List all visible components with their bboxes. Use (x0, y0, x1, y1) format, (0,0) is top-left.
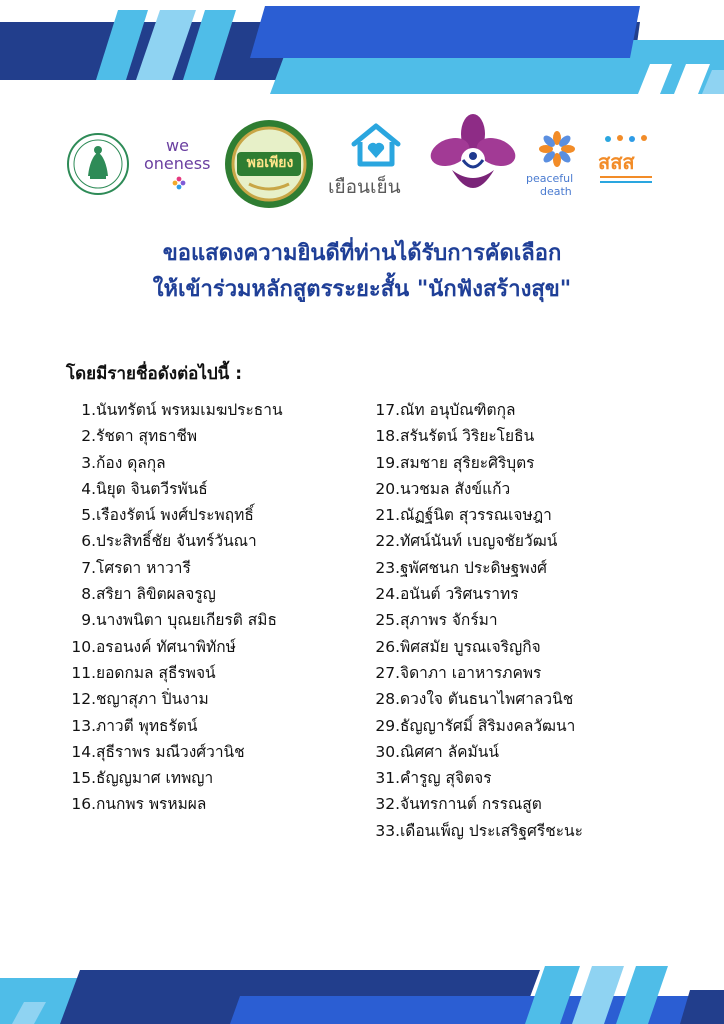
bangkok-seal-logo (66, 132, 130, 196)
list-item-number: 7. (81, 558, 96, 577)
headline (0, 236, 724, 308)
list-item-number: 21. (375, 506, 400, 525)
list-item-number: 3. (81, 453, 96, 472)
list-item-name: เดือนเพ็ญ ประเสริฐศรีชะนะ (400, 821, 583, 840)
list-item-number: 24. (375, 585, 400, 604)
logo-strip (60, 112, 660, 212)
list-item-name: จิดาภา เอาหารภคพร (400, 663, 542, 682)
list-item-number: 5. (81, 506, 96, 525)
list-item (354, 502, 583, 528)
list-item-name: อรอนงค์ ทัศนาพิทักษ์ (96, 637, 236, 656)
we-oneness-logo (144, 136, 220, 196)
list-item (66, 660, 283, 686)
list-item (66, 581, 283, 607)
list-item-number: 17. (375, 401, 400, 419)
yuean-yen-text: เยือนเย็น (328, 176, 401, 198)
peaceful-death-text-bottom: death (540, 185, 572, 198)
peaceful-death-flower-icon (538, 130, 576, 168)
list-item (354, 607, 583, 633)
list-item (354, 660, 583, 686)
peaceful-death-logo (526, 130, 586, 206)
list-item-name: ธัญญมาศ เทพญา (96, 769, 214, 788)
list-item-name: กนกพร พรหมผล (96, 795, 207, 814)
list-item-name: จันทรกานต์ กรรณสูต (400, 795, 542, 814)
list-item (66, 765, 283, 791)
yuean-yen-logo (328, 122, 424, 202)
list-item-number: 13. (71, 716, 96, 735)
list-item-number: 32. (375, 795, 400, 814)
names-column-left (66, 397, 283, 818)
list-item (66, 555, 283, 581)
list-item (66, 791, 283, 817)
list-item-name: สมชาย สุริยะศิริบุตร (400, 453, 535, 472)
list-item-number: 10. (71, 637, 96, 656)
bottom-right-band (680, 990, 724, 1024)
list-item-name: นางพนิตา บุณยเกียรติ สมิธ (96, 611, 277, 630)
list-item-number: 22. (375, 532, 400, 551)
list-item-number: 28. (375, 690, 400, 709)
list-item-number: 9. (81, 611, 96, 630)
list-item-name: นันทรัตน์ พรหมเมฆประธาน (96, 401, 283, 419)
list-item-name: ธัญญารัศมิ์ สิริมงคลวัฒนา (400, 716, 576, 735)
list-item-number: 6. (81, 532, 96, 551)
peaceful-death-text-top: peaceful (526, 172, 574, 185)
list-intro: โดยมีรายชื่อดังต่อไปนี้ : (66, 364, 242, 384)
list-item-number: 30. (375, 742, 400, 761)
list-item-number: 14. (71, 742, 96, 761)
list-item-name: โศรดา หาวารี (96, 558, 191, 577)
list-item-name: ณิศศา ลัคมันน์ (400, 742, 499, 761)
list-item-number: 23. (375, 558, 400, 577)
list-item (66, 686, 283, 712)
list-item (354, 686, 583, 712)
list-item (354, 634, 583, 660)
list-item-name: สริยา ลิขิตผลจรูญ (96, 585, 216, 604)
por-piang-text: พอเพียง (246, 155, 294, 171)
orchid-emblem-logo (430, 114, 516, 202)
list-item-name: สุธีราพร มณีวงศ์วานิช (96, 742, 245, 761)
list-item (66, 450, 283, 476)
names-column-right (354, 397, 583, 844)
list-item-number: 31. (375, 769, 400, 788)
we-oneness-text-top: we (166, 136, 189, 155)
list-item-name: เรืองรัตน์ พงศ์ประพฤทธิ์ (96, 506, 254, 525)
list-item (66, 713, 283, 739)
list-item (354, 818, 583, 844)
list-item-number: 19. (375, 453, 400, 472)
list-item-name: ณัฏฐ์นิต สุวรรณเจษฎา (400, 506, 552, 525)
flower-mark-icon (172, 176, 186, 190)
list-item-number: 25. (375, 611, 400, 630)
list-item-name: ทัศน์นันท์ เบญจชัยวัฒน์ (400, 532, 558, 551)
list-item-name: ยอดกมล สุธีรพจน์ (96, 663, 216, 682)
list-item-name: ดวงใจ ตันธนาไพศาลวนิช (400, 690, 574, 709)
list-item (354, 581, 583, 607)
top-blue-band (250, 6, 640, 58)
list-item-name: สุภาพร จักร์มา (400, 611, 498, 630)
list-item-number: 15. (71, 769, 96, 788)
list-item-name: อนันต์ วริศนราทร (400, 585, 519, 604)
list-item-number: 27. (375, 663, 400, 682)
list-item-number: 20. (375, 479, 400, 498)
list-item-number: 8. (81, 585, 96, 604)
list-item (354, 739, 583, 765)
list-item-name: นิยุต จินตวีรพันธ์ (96, 479, 208, 498)
por-piang-logo (223, 118, 315, 210)
list-item-name: ก้อง ดุลกุล (96, 453, 166, 472)
list-item (66, 634, 283, 660)
list-item (66, 476, 283, 502)
list-item (66, 502, 283, 528)
list-item (354, 397, 583, 423)
list-item-name: คำรูญ สุจิตจร (400, 769, 492, 788)
list-item-name: สรันรัตน์ วิริยะโยธิน (400, 427, 535, 446)
we-oneness-text-bottom: oneness (144, 154, 211, 173)
list-item (354, 713, 583, 739)
list-item (354, 555, 583, 581)
headline-line-2: ให้เข้าร่วมหลักสูตรระยะสั้น "นักฟังสร้างสุข" (152, 277, 572, 302)
sss-text: สสส (598, 150, 635, 174)
headline-line-1: ขอแสดงความยินดีที่ท่านได้รับการคัดเลือก (162, 241, 562, 266)
house-heart-icon (350, 122, 402, 168)
list-item (66, 607, 283, 633)
list-item (66, 528, 283, 554)
list-item-number: 29. (375, 716, 400, 735)
sss-logo (596, 134, 656, 194)
sss-underline (600, 176, 652, 178)
list-item-number: 16. (71, 795, 96, 814)
list-item-name: นวชมล สังข์แก้ว (400, 479, 511, 498)
list-item-name: ณัท อนุบัณฑิตกุล (400, 401, 516, 419)
list-item (354, 791, 583, 817)
list-item-number: 1. (81, 401, 96, 419)
list-item-name: ประสิทธิ์ชัย จันทร์วันณา (96, 532, 257, 551)
sss-underline-2 (600, 181, 652, 183)
list-item (354, 528, 583, 554)
list-item (354, 476, 583, 502)
list-item (354, 450, 583, 476)
list-item (354, 765, 583, 791)
list-item-number: 18. (375, 427, 400, 446)
list-item-number: 11. (71, 663, 96, 682)
list-item-name: ฐพัศชนก ประดิษฐพงศ์ (400, 558, 547, 577)
list-item (354, 423, 583, 449)
list-item-number: 26. (375, 637, 400, 656)
list-item-number: 4. (81, 479, 96, 498)
list-item-number: 2. (81, 427, 96, 446)
list-item-name: รัชดา สุทธาชีพ (96, 427, 198, 446)
list-item-name: ชญาสุภา ปิ่นงาม (96, 690, 209, 709)
list-item-name: ภาวตี พุทธรัตน์ (96, 716, 198, 735)
list-item (66, 739, 283, 765)
list-item-name: พิศสมัย บูรณเจริญกิจ (400, 637, 541, 656)
list-item-number: 33. (375, 821, 400, 840)
list-item-number: 12. (71, 690, 96, 709)
list-item (66, 397, 283, 423)
list-item (66, 423, 283, 449)
